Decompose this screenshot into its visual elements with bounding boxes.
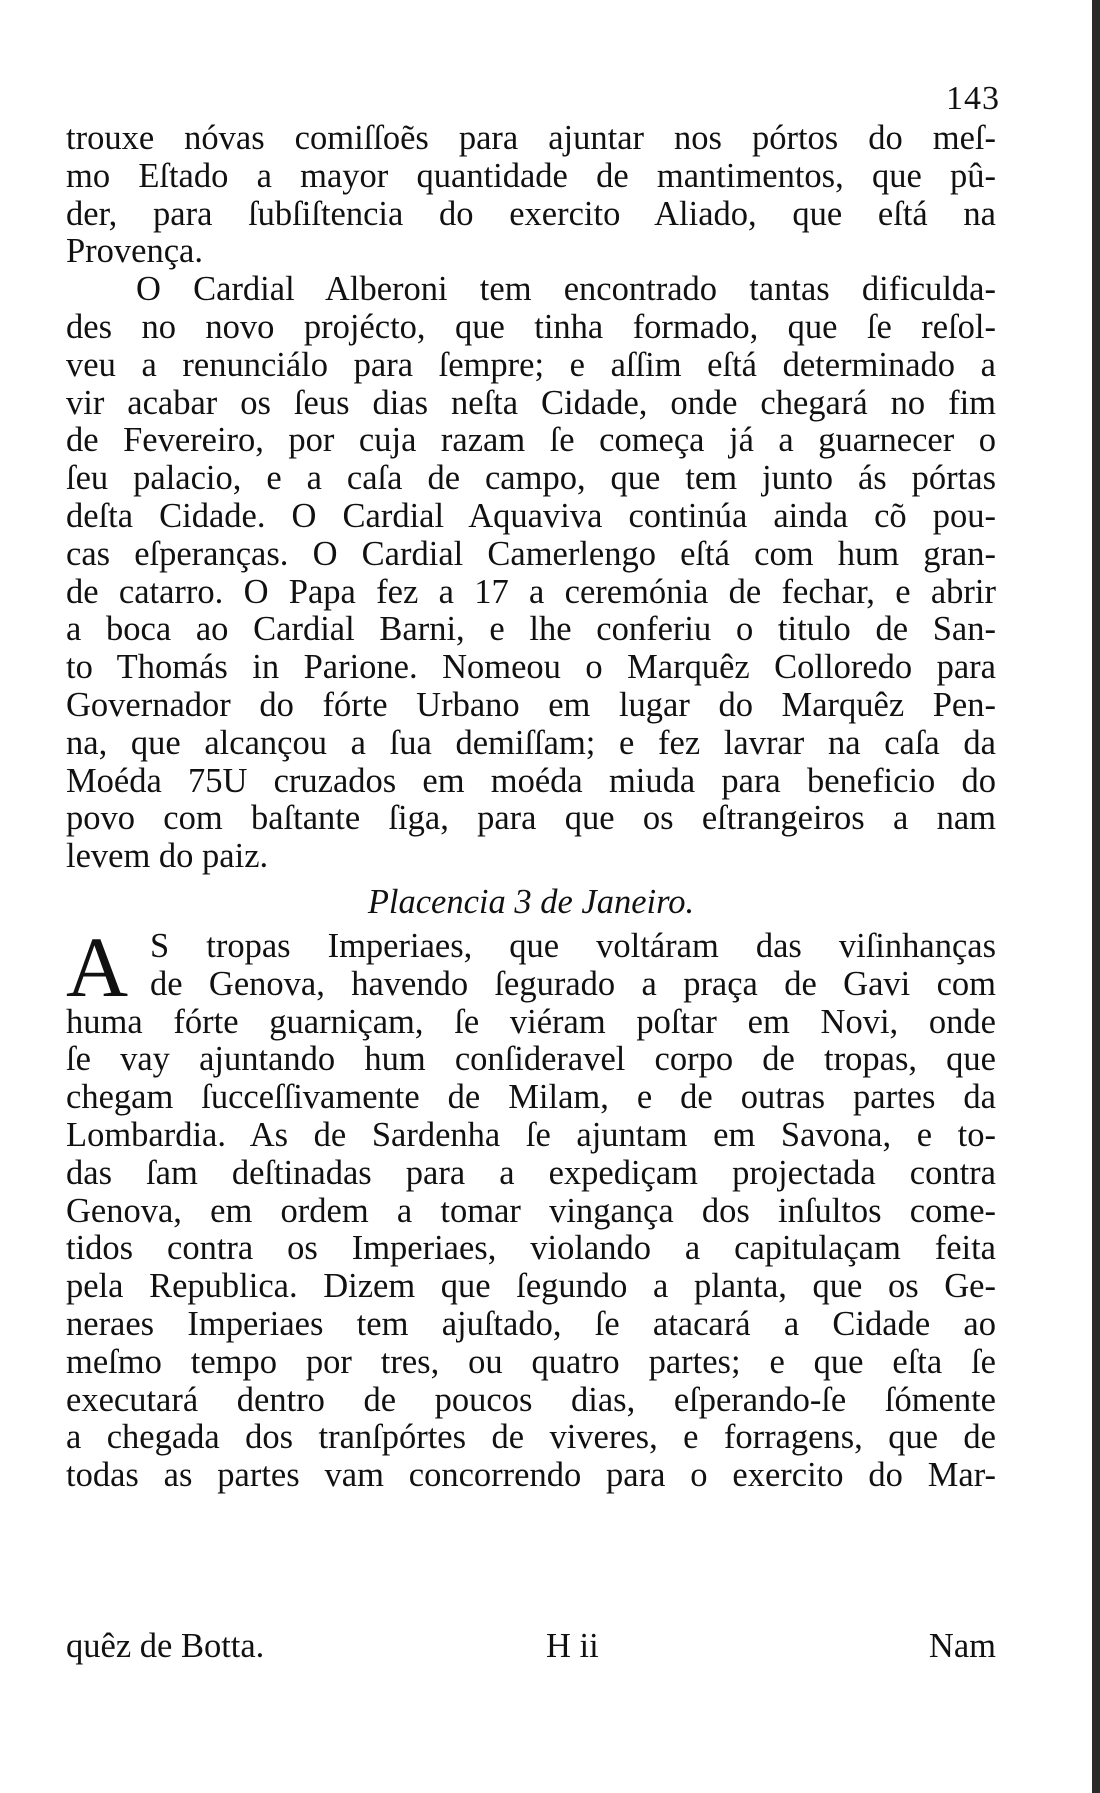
paragraph-2 xyxy=(66,271,996,876)
text-line: levem do paiz. xyxy=(66,838,269,876)
text-line: neraes Imperiaes tem ajuſtado, ſe atacará a Cidade ao xyxy=(66,1305,996,1343)
text-line: huma fórte guarniçam, ſe viéram poſtar em Novi, onde xyxy=(66,1003,996,1041)
text-line: to Thomás in Parione. Nomeou o Marquêz Colloredo para xyxy=(66,649,996,687)
text-line: executará dentro de poucos dias, eſperando-ſe ſómente xyxy=(66,1381,996,1419)
text-line: chegam ſucceſſivamente de Milam, e de outras partes da xyxy=(66,1079,996,1117)
text-line: de Genova, havendo ſegurado a praça de Gavi com xyxy=(150,965,996,1003)
text-line: povo com baſtante ſiga, para que os eſtrangeiros a nam xyxy=(66,800,996,838)
paragraph-3 xyxy=(66,918,996,1495)
text-line: der, para ſubſiſtencia do exercito Aliado, que eſtá na xyxy=(66,195,996,233)
text-line: Genova, em ordem a tomar vingança dos inſultos come- xyxy=(66,1192,996,1230)
text-line: O Cardial Alberoni tem encontrado tantas dificulda- xyxy=(136,271,996,309)
text-line: S tropas Imperiaes, que voltáram das viſinhanças xyxy=(150,927,996,965)
dateline-heading: Placencia 3 de Janeiro. xyxy=(367,882,695,921)
text-line: a chegada dos tranſpórtes de viveres, e forragens, que de xyxy=(66,1419,996,1457)
catchword: Nam xyxy=(928,1627,996,1665)
text-line: deſta Cidade. O Cardial Aquaviva continúa ainda cõ pou- xyxy=(66,497,996,535)
text-line: Provença. xyxy=(66,233,203,271)
text-line: vir acabar os ſeus dias neſta Cidade, onde chegará no fim xyxy=(66,384,996,422)
text-line: de Fevereiro, por cuja razam ſe começa já a guarnecer o xyxy=(66,422,996,460)
text-line: a boca ao Cardial Barni, e lhe conferiu o titulo de San- xyxy=(66,611,996,649)
text-line: Governador do fórte Urbano em lugar do Marquêz Pen- xyxy=(66,686,996,724)
text-line: pela Republica. Dizem que ſegundo a planta, que os Ge- xyxy=(66,1268,996,1306)
text-line: trouxe nóvas comiſſoẽs para ajuntar nos pórtos do meſ- xyxy=(66,120,996,157)
text-line: ſe vay ajuntando hum conſideravel corpo de tropas, que xyxy=(66,1041,996,1079)
text-line: tidos contra os Imperiaes, violando a capitulaçam feita xyxy=(66,1230,996,1268)
drop-cap: A xyxy=(66,918,129,1015)
text-line: Lombardia. As de Sardenha ſe ajuntam em Savona, e to- xyxy=(66,1116,996,1154)
page-footer xyxy=(66,1628,996,1668)
text-line: meſmo tempo por tres, ou quatro partes; e que eſta ſe xyxy=(66,1343,996,1381)
text-line: na, que alcançou a ſua demiſſam; e fez lavrar na caſa da xyxy=(66,724,996,762)
text-line: ſeu palacio, e a caſa de campo, que tem junto ás pórtas xyxy=(66,460,996,498)
text-line: des no novo projécto, que tinha formado, que ſe reſol- xyxy=(66,308,996,346)
text-line: de catarro. O Papa fez a 17 a ceremónia de fechar, e abrir xyxy=(66,573,996,611)
text-line: das ſam deſtinadas para a expediçam projectada contra xyxy=(66,1154,996,1192)
paragraph-1 xyxy=(66,120,996,271)
body-text xyxy=(66,120,996,1495)
text-line: todas as partes vam concorrendo para o exercito do Mar- xyxy=(66,1457,996,1495)
text-line: Moéda 75U cruzados em moéda miuda para beneficio do xyxy=(66,762,996,800)
text-line: mo Eſtado a mayor quantidade de mantimentos, que pû- xyxy=(66,157,996,195)
text-line: veu a renunciálo para ſempre; e aſſim eſtá determinado a xyxy=(66,346,996,384)
scan-edge-shadow xyxy=(1092,0,1100,1793)
text-line: cas eſperanças. O Cardial Camerlengo eſtá com hum gran- xyxy=(66,535,996,573)
signature-mark: H ii xyxy=(546,1627,599,1665)
text-line-final: quêz de Botta. xyxy=(66,1628,265,1665)
page-number: 143 xyxy=(946,80,1000,117)
